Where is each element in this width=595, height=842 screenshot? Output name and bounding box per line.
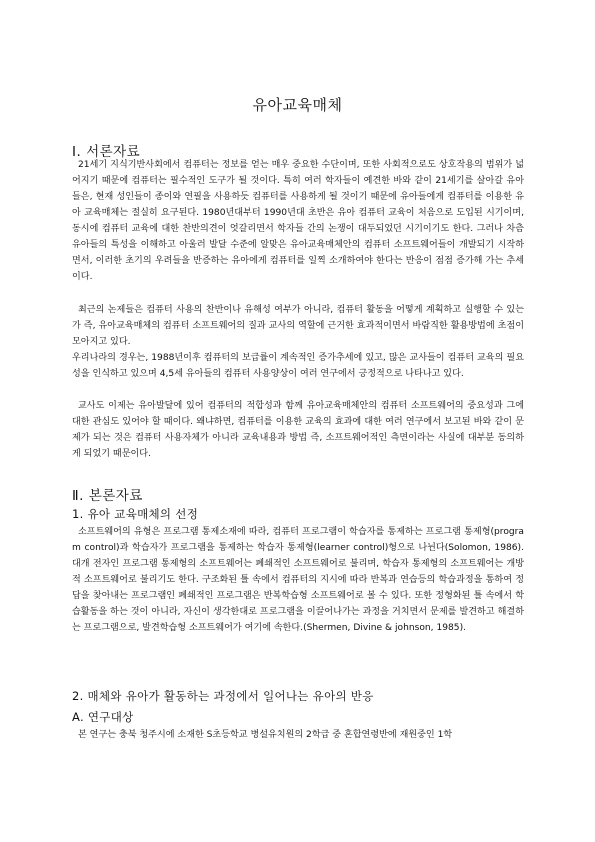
intro-paragraph-2: 최근의 논제들은 컴퓨터 사용의 찬반이나 유해성 여부가 아니라, 컴퓨터 활동을 어떻게 계획하고 실행할 수 있는가 즉, 유아교육매체의 컴퓨터 소프트웨어의 질과 교사의 역할에 근거한 효과적이면서 바람직한 활용방법에 초점이 모아지고 있다. — [72, 305, 524, 347]
media-selection-paragraph: 소프트웨어의 유형은 프로그램 통제소재에 따라, 컴퓨터 프로그램이 학습자를 통제하는 프로그램 통제형(program control)과 학습자가 프로그램을 통제하는 학습자 통제형(learner control)형으로 나뉜다(Solomon, 1986). 대개 전자인 프로그램 통제형의 소프트웨어는 폐쇄적인 소프트웨어로 불리며, 학습자 통제형의 소프트웨어는 개방적 소프트웨어로 불리기도 한다. 구조화된 틀 속에서 컴퓨터의 지시에 따라 반복과 연습등의 학습과정을 통하여 정답을 찾아내는 프로그램인 폐쇄적인 프로그램은 반복학습형 소프트웨어로 볼 수 있다. 또한 정형화된 틀 속에서 학습활동을 하는 것이 아니라, 자신이 생각한대로 프로그램을 이끌어나가는 과정을 거치면서 문제를 발견하고 해결하는 프로그램으로, 발견학습형 소프트웨어가 여기에 속한다.(Shermen, Divine & johnson, 1985). — [72, 527, 524, 633]
intro-paragraph-3: 우리나라의 경우는, 1988년이후 컴퓨터의 보급률이 계속적인 증가추세에 있고, 많은 교사들이 컴퓨터 교육의 필요성을 인식하고 있으며 4,5세 유아들의 컴퓨터 사용양상이 여러 연구에서 긍정적으로 나타나고 있다. — [72, 353, 524, 379]
subsection-heading-child-reactions: 2. 매체와 유아가 활동하는 과정에서 일어나는 유아의 반응 — [72, 689, 374, 703]
subsection-heading-research-subjects: A. 연구대상 — [72, 710, 134, 724]
intro-paragraph-4: 교사도 이제는 유아발달에 있어 컴퓨터의 적합성과 함께 유아교육매체안의 컴퓨터 소프트웨어의 중요성과 그에 대한 관심도 있어야 할 때이다. 왜냐하면, 컴퓨터를 이용한 교육의 효과에 대한 여러 연구에서 보고된 바와 같이 문제가 되는 것은 컴퓨터 사용자체가 아니라 교육내용과 방법 즉, 소프트웨어적인 측면이라는 사실에 대부분 동의하게 되었기 때문이다. — [72, 401, 524, 459]
section-heading-body: Ⅱ. 본론자료 — [72, 488, 143, 504]
subsection-heading-media-selection: 1. 유아 교육매체의 선정 — [72, 507, 199, 521]
research-subjects-paragraph: 본 연구는 충북 청주시에 소재한 S초등학교 병설유치원의 2학급 중 혼합연령반에 재원중인 1학 — [78, 730, 453, 740]
intro-paragraph-1: 21세기 지식기반사회에서 컴퓨터는 정보를 얻는 매우 중요한 수단이며, 또한 사회적으로도 상호작용의 범위가 넓어지기 때문에 컴퓨터는 필수적인 도구가 될 것이다. 특히 여러 학자들이 예견한 바와 같이 21세기를 살아갈 유아들은, 현재 성인들이 종이와 연필을 사용하듯 컴퓨터를 사용하게 될 것이기 때문에 유아들에게 컴퓨터를 이용한 유아 교육매체는 절실히 요구된다. 1980년대부터 1990년대 초반은 유아 컴퓨터 교육이 처음으로 도입된 시기이며, 동시에 컴퓨터 교육에 대한 찬반의견이 엇갈리면서 학자들 간의 논쟁이 대두되었던 시기이기도 한다. 그러나 차츰 유아들의 특성을 이해하고 아울러 발달 수준에 알맞은 유아교육매체안의 컴퓨터 소프트웨어들이 개발되기 시작하면서, 이러한 초기의 우려들을 반증하는 유아에게 컴퓨터를 일찍 소개하여야 한다는 반응이 점점 증가해 가는 추세이다. — [72, 160, 524, 282]
document-title: 유아교육매체 — [252, 96, 343, 114]
section-heading-introduction: Ⅰ. 서론자료 — [72, 144, 141, 160]
